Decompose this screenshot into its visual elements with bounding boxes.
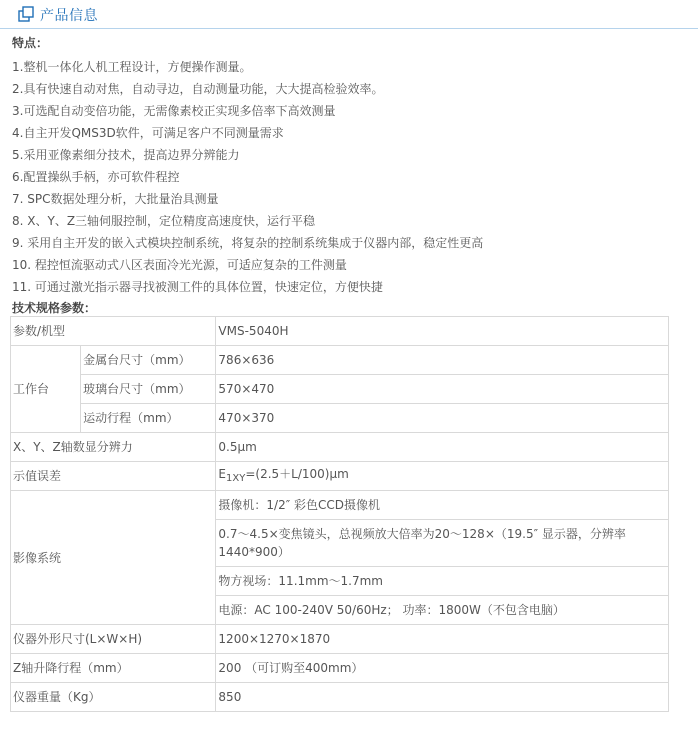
- feature-item: 5.采用亚像素细分技术，提高边界分辨能力: [12, 148, 240, 162]
- spec-label: 影像系统: [11, 491, 216, 625]
- spec-value: 物方视场：11.1mm～1.7mm: [216, 567, 669, 596]
- table-row: [11, 625, 669, 654]
- spec-value: 摄像机：1/2″ 彩色CCD摄像机: [216, 491, 669, 520]
- spec-value: 570×470: [216, 375, 669, 404]
- table-row: [11, 317, 669, 346]
- feature-item: 7. SPC数据处理分析，大批量治具测量: [12, 192, 219, 206]
- specs-table: [10, 316, 669, 712]
- spec-value: VMS-5040H: [216, 317, 669, 346]
- feature-item: 3.可选配自动变倍功能，无需像素校正实现多倍率下高效测量: [12, 104, 336, 118]
- table-row: [11, 404, 669, 433]
- table-row: [11, 491, 669, 520]
- spec-label: X、Y、Z轴数显分辨力: [11, 433, 216, 462]
- spec-label: Z轴升降行程（mm）: [11, 654, 216, 683]
- product-info-content: [12, 34, 692, 317]
- spec-value: 470×370: [216, 404, 669, 433]
- feature-item: 9. 采用自主开发的嵌入式模块控制系统，将复杂的控制系统集成于仪器内部，稳定性更高: [12, 236, 484, 250]
- features-list: [12, 56, 692, 298]
- spec-label: 仪器外形尺寸(L×W×H): [11, 625, 216, 654]
- spec-value-formula: [216, 462, 669, 491]
- feature-item: 6.配置操纵手柄，亦可软件程控: [12, 170, 180, 184]
- spec-value: 电源：AC 100-240V 50/60Hz； 功率：1800W（不包含电脑）: [216, 596, 669, 625]
- formula-rest: =(2.5＋L/100)μm: [245, 466, 349, 481]
- spec-value: 0.7～4.5×变焦镜头，总视频放大倍率为20～128×（19.5″ 显示器，分辨率1440*900）: [216, 520, 669, 567]
- spec-label: 金属台尺寸（mm）: [81, 346, 216, 375]
- spec-label: 仪器重量（Kg）: [11, 683, 216, 712]
- table-row: [11, 433, 669, 462]
- table-row: [11, 462, 669, 491]
- section-title: 产品信息: [40, 8, 98, 24]
- feature-item: 10. 程控恒流驱动式八区表面冷光光源，可适应复杂的工件测量: [12, 258, 347, 272]
- feature-item: 11. 可通过激光指示器寻找被测工件的具体位置，快速定位，方便快捷: [12, 280, 383, 294]
- feature-item: 8. X、Y、Z三轴伺服控制，定位精度高速度快，运行平稳: [12, 214, 316, 228]
- table-row: [11, 683, 669, 712]
- spec-label: 玻璃台尺寸（mm）: [81, 375, 216, 404]
- formula-symbol: E: [218, 466, 227, 481]
- features-title: 特点：: [12, 36, 49, 50]
- spec-group-label: 工作台: [11, 346, 81, 433]
- table-row: [11, 375, 669, 404]
- feature-item: 4.自主开发QMS3D软件，可满足客户不同测量需求: [12, 126, 284, 140]
- feature-item: 1.整机一体化人机工程设计，方便操作测量。: [12, 60, 252, 74]
- table-row: [11, 654, 669, 683]
- spec-value: 0.5μm: [216, 433, 669, 462]
- spec-value: 850: [216, 683, 669, 712]
- section-header: [0, 0, 698, 29]
- spec-label: 运动行程（mm）: [81, 404, 216, 433]
- overlapping-squares-icon: [18, 6, 34, 22]
- spec-value: 200 （可订购至400mm）: [216, 654, 669, 683]
- spec-value: 786×636: [216, 346, 669, 375]
- specs-title: 技术规格参数：: [12, 301, 97, 315]
- formula-subscript: 1XY: [226, 472, 246, 484]
- table-row: [11, 346, 669, 375]
- spec-value: 1200×1270×1870: [216, 625, 669, 654]
- feature-item: 2.具有快速自动对焦，自动寻边，自动测量功能，大大提高检验效率。: [12, 82, 384, 96]
- spec-label: 参数/机型: [11, 317, 216, 346]
- spec-label: 示值误差: [11, 462, 216, 491]
